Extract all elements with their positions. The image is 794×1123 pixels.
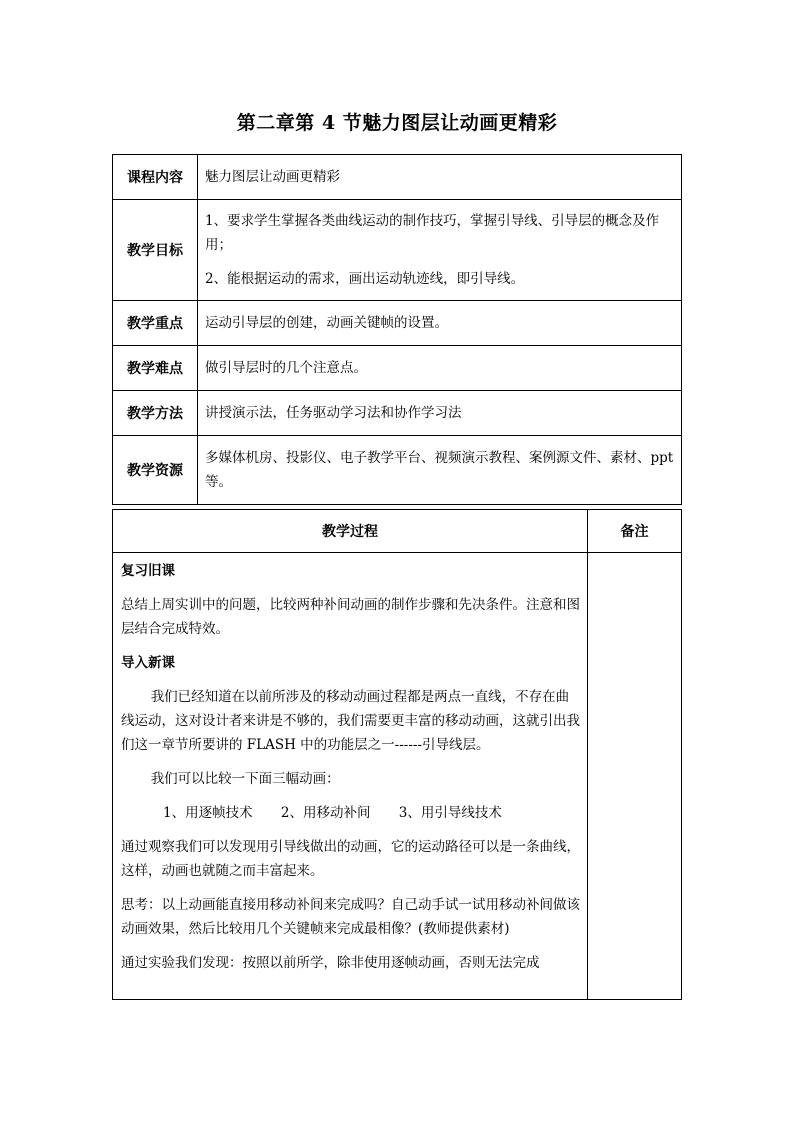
info-row-methods <box>113 391 682 436</box>
info-text: 多媒体机房、投影仪、电子教学平台、视频演示教程、案例源文件、素材、ppt 等。 <box>205 450 674 490</box>
lesson-info-table <box>112 154 682 505</box>
info-label: 教学资源 <box>113 436 198 505</box>
info-content <box>198 155 682 200</box>
info-content <box>198 436 682 505</box>
think-text: 思考：以上动画能直接用移动补间来完成吗？自己动手试一试用移动补间做该动画效果，然后比较用几个关键帧来完成最相像？(教师提供素材) <box>121 897 580 937</box>
method-list <box>121 801 581 825</box>
info-label: 教学难点 <box>113 346 198 391</box>
review-text: 总结上周实训中的问题，比较两种补间动画的制作步骤和先决条件。注意和图层结合完成特效。 <box>121 597 580 637</box>
intro-heading: 导入新课 <box>121 655 175 671</box>
info-content <box>198 301 682 346</box>
experiment-text: 通过实验我们发现：按照以前所学，除非使用逐帧动画，否则无法完成 <box>121 955 540 971</box>
process-header-main: 教学过程 <box>113 510 588 553</box>
method-item: 3、用引导线技术 <box>398 805 502 821</box>
process-content <box>113 553 588 1000</box>
info-row-teaching-goals <box>113 200 682 301</box>
info-label: 教学重点 <box>113 301 198 346</box>
teaching-process-table <box>112 509 682 1000</box>
info-content <box>198 391 682 436</box>
info-row-key-points <box>113 301 682 346</box>
info-label: 教学目标 <box>113 200 198 301</box>
process-body-row <box>113 553 682 1000</box>
process-notes <box>588 553 682 1000</box>
compare-text: 我们可以比较一下面三幅动画： <box>150 771 340 787</box>
info-text: 魅力图层让动画更精彩 <box>205 169 340 185</box>
process-header-row <box>113 510 682 553</box>
review-heading: 复习旧课 <box>121 563 175 579</box>
info-text: 2、能根据运动的需求，画出运动轨迹线，即引导线。 <box>205 271 525 287</box>
method-item: 1、用逐帧技术 <box>163 805 253 821</box>
info-text: 1、要求学生掌握各类曲线运动的制作技巧，掌握引导线、引导层的概念及作用； <box>205 213 660 253</box>
info-content <box>198 200 682 301</box>
info-label: 课程内容 <box>113 155 198 200</box>
info-text: 运动引导层的创建，动画关键帧的设置。 <box>205 315 448 331</box>
method-item: 2、用移动补间 <box>280 805 371 821</box>
info-row-resources <box>113 436 682 505</box>
intro-text: 我们已经知道在以前所涉及的移动动画过程都是两点一直线，不存在曲线运动，这对设计者来讲是不够的，我们需要更丰富的移动动画，这就引出我们这一章节所要讲的 FLASH 中的功能层之一------引导线层。 <box>121 689 580 753</box>
info-label: 教学方法 <box>113 391 198 436</box>
info-text: 讲授演示法，任务驱动学习法和协作学习法 <box>205 405 462 421</box>
info-row-course-content <box>113 155 682 200</box>
info-content <box>198 346 682 391</box>
info-row-difficulties <box>113 346 682 391</box>
observe-text: 通过观察我们可以发现用引导线做出的动画，它的运动路径可以是一条曲线，这样，动画也就随之而丰富起来。 <box>121 839 580 879</box>
page-title: 第二章第 4 节魅力图层让动画更精彩 <box>236 112 558 134</box>
process-header-notes: 备注 <box>588 510 682 553</box>
info-text: 做引导层时的几个注意点。 <box>205 360 367 376</box>
